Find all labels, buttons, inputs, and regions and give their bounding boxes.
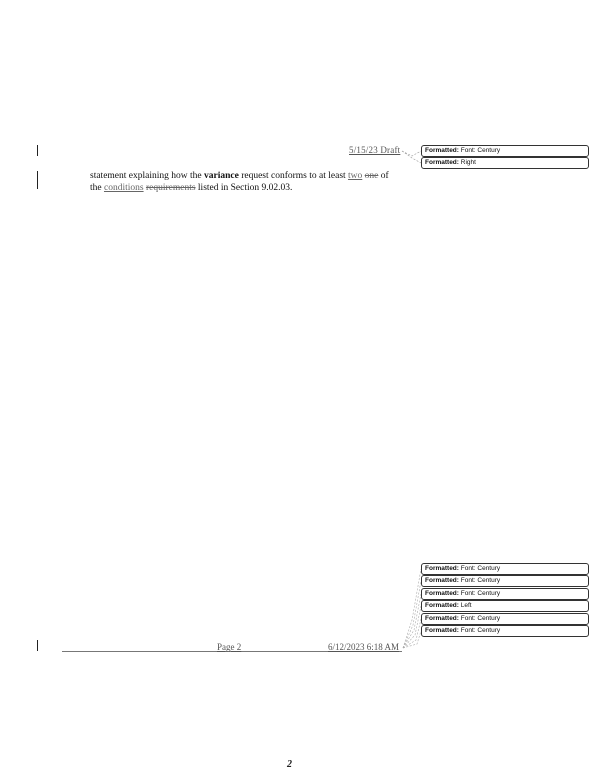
comment-value: Font: Century	[460, 590, 501, 597]
footer-page	[217, 642, 241, 652]
comment-balloon[interactable]	[421, 563, 589, 575]
body-text-2: request conforms to at least	[238, 171, 349, 181]
comment-label: Formatted:	[425, 627, 459, 634]
body-text-4: the	[90, 183, 104, 193]
comment-balloon[interactable]	[421, 600, 589, 612]
comment-label: Formatted:	[425, 577, 459, 584]
comment-label: Formatted:	[425, 615, 459, 622]
comment-label: Formatted:	[425, 147, 459, 154]
comment-balloon[interactable]	[421, 145, 589, 157]
comment-value: Right	[460, 159, 476, 166]
body-paragraph	[90, 170, 410, 194]
body-text-3: of	[378, 171, 389, 181]
change-bar-body	[37, 171, 38, 189]
body-text-5: listed in Section 9.02.03.	[195, 183, 293, 193]
change-bar-footer	[37, 640, 38, 651]
footer-date: 6/12/2023 6:18 AM	[328, 642, 400, 652]
change-bar-header	[37, 145, 38, 156]
inserted-text-2[interactable]: conditions	[103, 183, 144, 193]
comment-balloon[interactable]	[421, 625, 589, 637]
footer-page-number: 2	[236, 642, 242, 652]
comment-label: Formatted:	[425, 159, 459, 166]
comment-value: Font: Century	[460, 627, 501, 634]
bottom-page-mark: 2	[287, 759, 292, 770]
comment-value: Font: Century	[460, 615, 501, 622]
footer-page-label: Page	[217, 642, 237, 652]
comment-value: Font: Century	[460, 577, 501, 584]
deleted-text-2[interactable]: requirements	[145, 183, 196, 193]
comment-balloon[interactable]	[421, 588, 589, 600]
comment-label: Formatted:	[425, 565, 459, 572]
header-draft-label: 5/15/23 Draft	[349, 145, 401, 155]
comment-balloon[interactable]	[421, 575, 589, 587]
comment-balloon[interactable]	[421, 613, 589, 625]
comment-value: Font: Century	[460, 147, 501, 154]
comment-label: Formatted:	[425, 602, 459, 609]
deleted-text-1[interactable]: one	[364, 171, 379, 181]
body-bold-word: variance	[203, 171, 239, 181]
comment-balloon[interactable]	[421, 157, 589, 169]
comment-label: Formatted:	[425, 590, 459, 597]
comment-value: Left	[460, 602, 472, 609]
inserted-text-1[interactable]: two	[348, 171, 363, 181]
body-text-1: statement explaining how the	[90, 171, 204, 181]
comment-value: Font: Century	[460, 565, 501, 572]
